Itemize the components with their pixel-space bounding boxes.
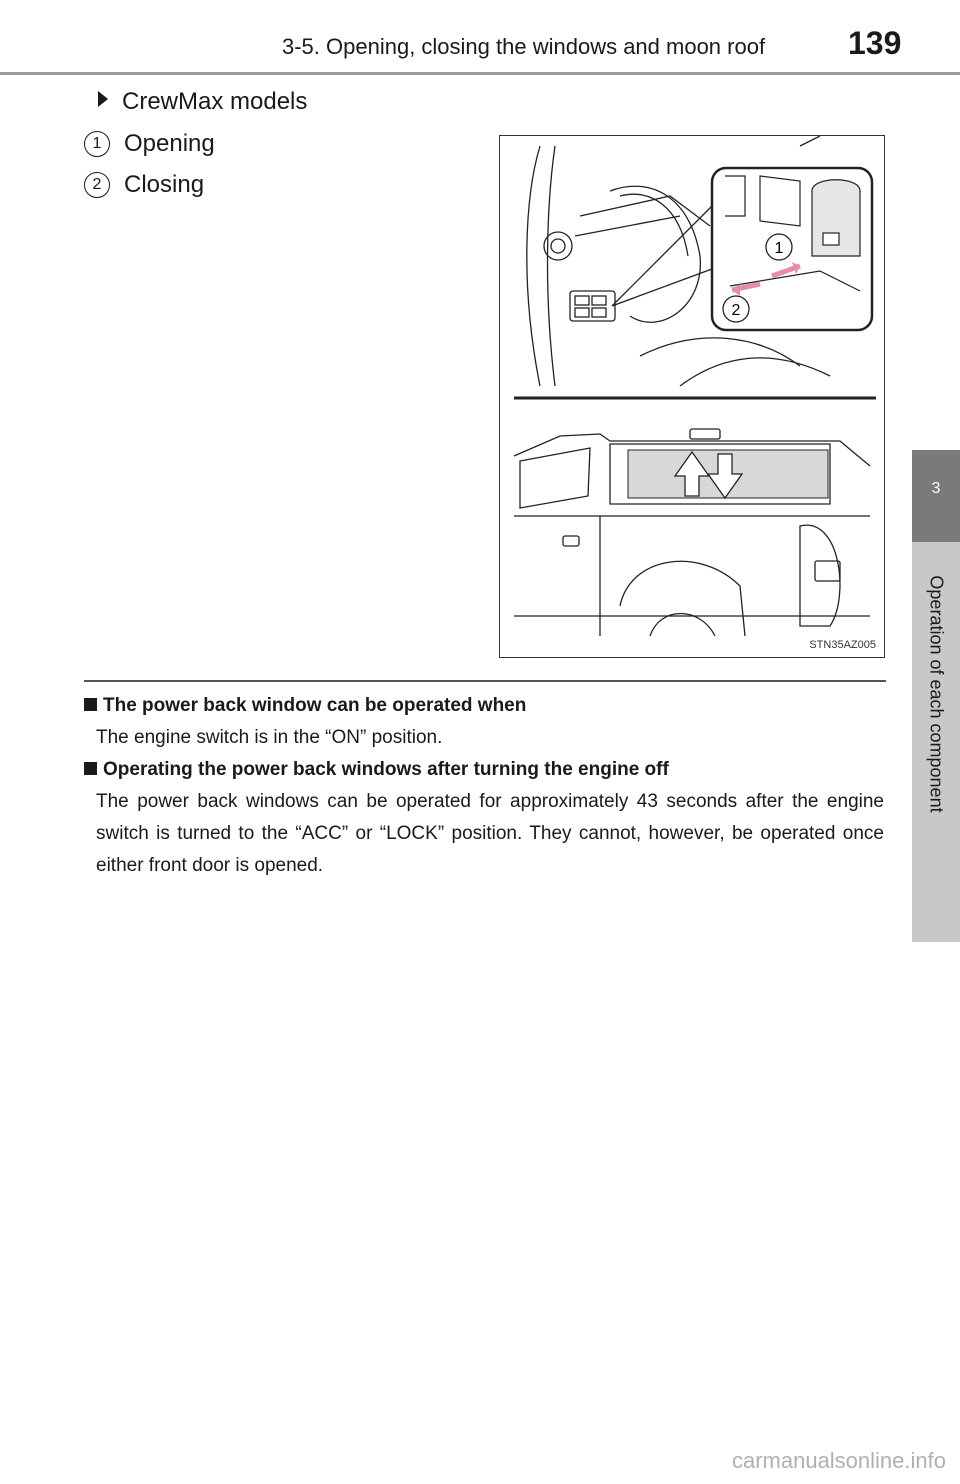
illustration-figure (499, 135, 885, 658)
step-label: Opening (124, 130, 215, 157)
header-divider (0, 72, 960, 75)
note-2 (84, 754, 884, 882)
watermark: carmanualsonline.info (731, 1448, 946, 1473)
note-body: The power back windows can be operated for approximately 43 seconds after the engine switch is turned to the “ACC” or “LOCK” position. They cannot, however, be operated once either front door is opened. (96, 791, 884, 876)
note-heading-text: Operating the power back windows after turning the engine off (103, 759, 669, 780)
callout-2: 2 (731, 302, 741, 319)
triangle-bullet-icon (98, 91, 108, 107)
figure-code: STN35AZ005 (809, 639, 876, 651)
step-label: Closing (124, 171, 205, 198)
callout-1: 1 (774, 240, 784, 257)
step-opening (84, 130, 215, 158)
note-heading-text: The power back window can be operated when (103, 695, 527, 716)
square-bullet-icon (84, 698, 97, 711)
notes-divider (84, 680, 886, 682)
note-body: The engine switch is in the “ON” position. (96, 727, 443, 748)
square-bullet-icon (84, 762, 97, 775)
step-closing (84, 171, 204, 199)
model-heading (98, 88, 307, 116)
section-title: 3-5. Opening, closing the windows and moon roof (282, 34, 766, 59)
step-number: 2 (84, 172, 110, 198)
illustration-drawing (500, 136, 884, 657)
note-heading (84, 690, 884, 722)
page-number: 139 (848, 25, 902, 61)
chapter-number: 3 (931, 480, 941, 497)
chapter-tab (912, 450, 960, 542)
chapter-label: Operation of each component (926, 575, 947, 813)
note-1 (84, 690, 884, 754)
step-number: 1 (84, 131, 110, 157)
model-heading-text: CrewMax models (122, 88, 308, 115)
note-heading (84, 754, 884, 786)
